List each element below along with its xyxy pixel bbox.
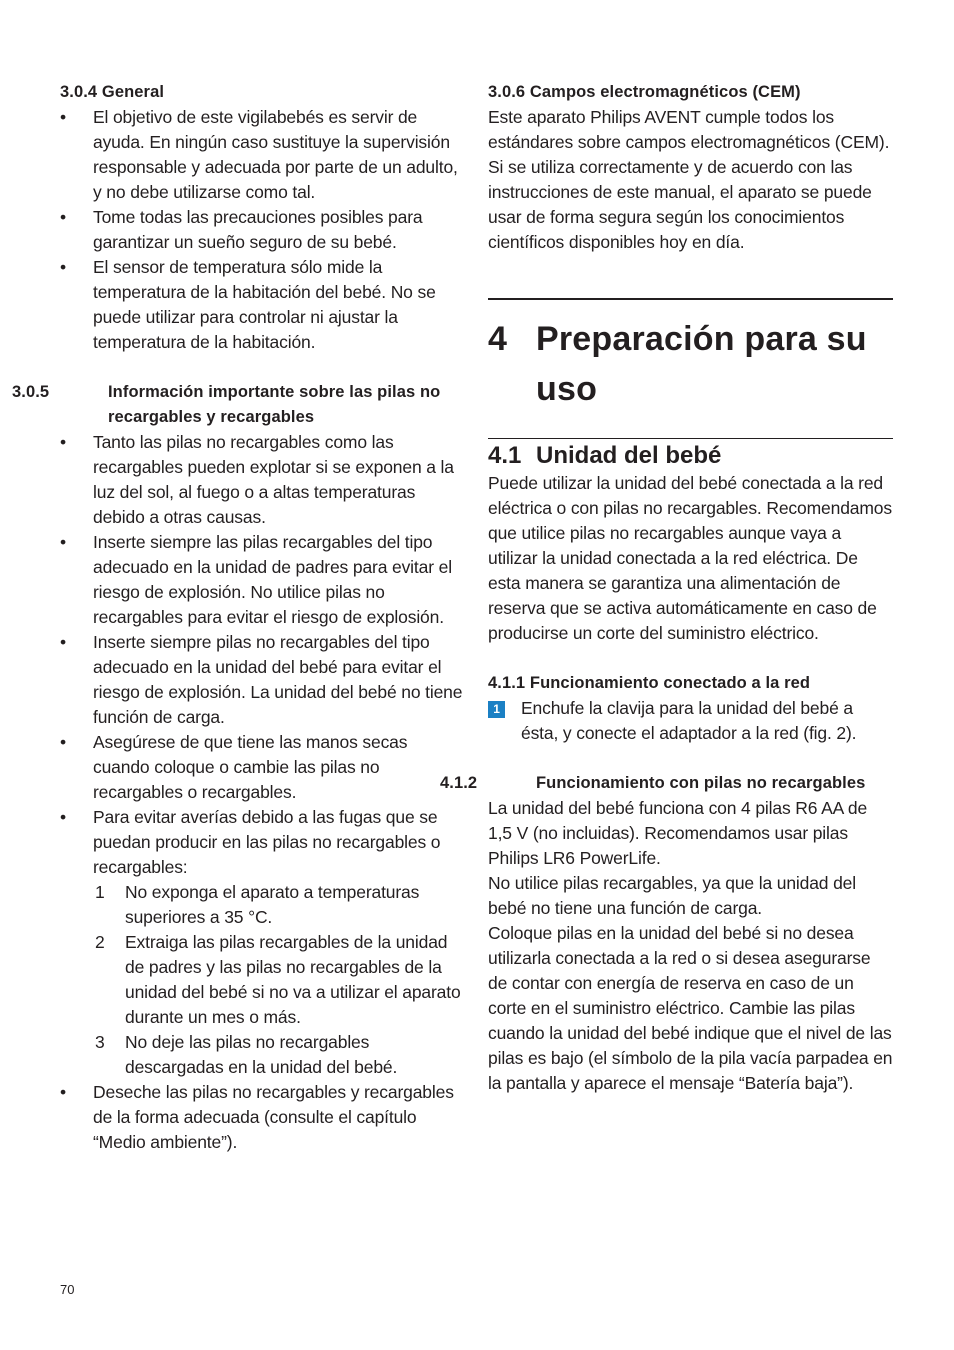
section-number: 4.1.2 [440,774,478,792]
paragraph-baby-unit: Puede utilizar la unidad del bebé conectada a la red eléctrica o con pilas no recargables. Recomendamos que utilice pilas no recargables aunque vaya a utilizar la unidad conectada a la red eléctrica. De esta manera se garantiza una alimentación de reserva que se activa automáticamente en caso de producirse un corte del suministro eléctrico. [488,473,892,643]
numbered-item: 1 No exponga el aparato a temperaturas superiores a 35 °C. [95,882,420,927]
list-item: • Tanto las pilas no recargables como las recargables pueden explotar si se exponen a la luz del sol, al fuego o a altas temperaturas debido a otras causas. [60,432,454,527]
chapter-number: 4 [488,320,508,358]
list-item: • Inserte siempre pilas no recargables del tipo adecuado en la unidad del bebé para evitar el riesgo de explosión. La unidad del bebé no tiene función de carga. [60,632,463,727]
left-column [12,80,464,1155]
paragraph-cem: Este aparato Philips AVENT cumple todos los estándares sobre campos electromagnéticos (CEM). Si se utiliza correctamente y de acuerdo con las instrucciones de este manual, el aparato se puede usar de forma segura según los conocimientos científicos disponibles hoy en día. [488,107,890,252]
section-title: Funcionamiento conectado a la red [529,674,811,692]
numbered-item: 3 No deje las pilas no recargables descargadas en la unidad del bebé. [95,1032,398,1077]
bullet-dot: • [60,432,66,452]
list-item: • El sensor de temperatura sólo mide la temperatura de la habitación del bebé. No se puede utilizar para controlar ni ajustar la temperatura de la habitación. [60,257,436,352]
bullet-dot: • [60,257,66,277]
section-4-1-2-heading [440,771,893,796]
section-divider [488,438,893,439]
bullet-dot: • [60,107,66,127]
section-title: Funcionamiento con pilas no recargables [536,774,866,792]
paragraph-batteries-3: Coloque pilas en la unidad del bebé si no desea utilizarla conectada a la red o si desea asegurarse de contar con energía de reserva en caso de un corte en el suministro eléctrico. Cambie las pilas cuando la unidad del bebé indique que el nivel de las pilas es bajo (el símbolo de la pila vacía parpadea en la pantalla y aparece el mensaje “Batería baja”). [488,923,893,1093]
paragraph-batteries-1: La unidad del bebé funciona con 4 pilas R6 AA de 1,5 V (no incluidas). Recomendamos usar pilas Philips LR6 PowerLife. [488,798,868,868]
spacer [488,255,893,298]
numbered-item: 2 Extraiga las pilas recargables de la unidad de padres y las pilas no recargables de la unidad del bebé si no va a utilizar el aparato durante un mes o más. [95,932,461,1027]
bullet-dot: • [60,207,66,227]
section-number: 4.1.1 [488,674,526,692]
section-4-1-1-heading [488,671,893,696]
page-number: 70 [60,1282,75,1297]
bullet-dot: • [60,732,66,752]
section-3-0-5-heading [12,380,464,430]
list-item: • El objetivo de este vigilabebés es servir de ayuda. En ningún caso sustituye la supervisión responsable y adecuada por parte de un adulto, y no debe utilizarse como tal. [60,107,458,202]
chapter-4-heading [488,314,893,414]
section-number: 3.0.6 [488,83,526,101]
list-item: • Inserte siempre las pilas recargables del tipo adecuado en la unidad de padres para evitar el riesgo de explosión. No utilice pilas no recargables para evitar el riesgo de explosión. [60,532,452,627]
paragraph-batteries-2: No utilice pilas recargables, ya que la unidad del bebé no tiene una función de carga. [488,873,857,918]
spacer [488,414,893,438]
bullet-list-general [60,105,464,355]
list-item: • Tome todas las precauciones posibles para garantizar un sueño seguro de su bebé. [60,207,423,252]
spacer [60,355,464,380]
section-title: Unidad del bebé [536,442,722,469]
spacer [488,746,893,771]
section-3-0-6-heading [488,80,893,105]
bullet-dot: • [60,1082,66,1102]
section-3-0-4-heading [60,80,464,105]
section-4-1-heading [488,441,893,471]
step-1: 1 Enchufe la clavija para la unidad del bebé a ésta, y conecte el adaptador a la red (fig. 2). [488,696,893,746]
bullet-dot: • [60,532,66,552]
list-item: • Para evitar averías debido a las fugas que se puedan producir en las pilas no recargables o recargables: 1 No exponga el aparato a temperaturas superiores a 35 °C. 2 Extraiga las pilas recargables de la unidad de padres y las pilas no recargables de la unidad del bebé si no va a utilizar el aparato durante un mes o más. 3 No deje las pilas no recargables descargadas en la unidad del bebé. [60,805,464,1080]
list-item: • Deseche las pilas no recargables y recargables de la forma adecuada (consulte el capítulo “Medio ambiente”). [60,1082,454,1152]
section-number: 4.1 [488,442,522,469]
bullet-dot: • [60,807,66,827]
section-title: Campos electromagnéticos (CEM) [529,83,801,101]
list-item: • Asegúrese de que tiene las manos secas cuando coloque o cambie las pilas no recargables o recargables. [60,732,408,802]
bullet-dot: • [60,632,66,652]
section-title: General [101,83,165,101]
step-number-badge: 1 [488,701,505,718]
spacer [488,300,893,314]
chapter-title: Preparación para su uso [536,320,867,408]
section-number: 3.0.4 [60,83,98,101]
bullet-list-batteries [60,430,464,1155]
section-title: Información importante sobre las pilas no recargables y recargables [108,383,441,426]
section-number: 3.0.5 [12,383,50,401]
spacer [488,646,893,671]
right-column [440,80,893,1096]
numbered-sublist [93,880,464,1080]
